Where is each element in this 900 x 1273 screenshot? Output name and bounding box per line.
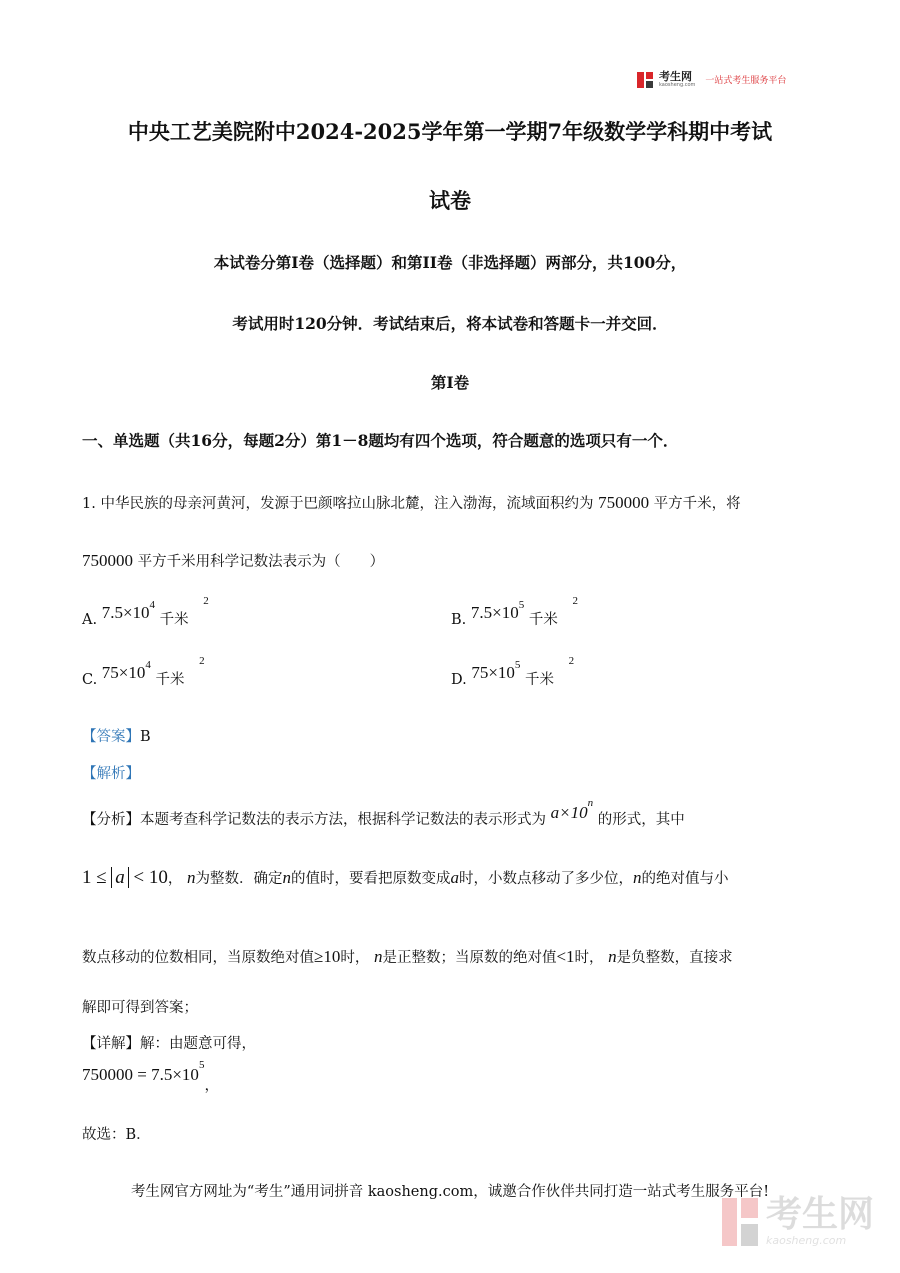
question-value-2: 750000 bbox=[82, 551, 133, 570]
answer-line bbox=[82, 725, 151, 746]
part-title: 第I卷 bbox=[430, 373, 470, 392]
option-exp: 4 bbox=[145, 659, 151, 672]
math-variable: a bbox=[450, 868, 459, 887]
option-unit: 千米 bbox=[528, 612, 558, 628]
section-title: 一、单选题（共16分，每题2分）第1－8题均有四个选项，符合题意的选项只有一个． bbox=[82, 431, 679, 450]
math-variable: n bbox=[373, 947, 383, 966]
option-b bbox=[451, 595, 578, 629]
option-label: D. bbox=[451, 672, 467, 688]
math-expression: <1 bbox=[556, 947, 575, 966]
analysis-text: ， bbox=[167, 871, 183, 887]
option-a bbox=[82, 595, 209, 629]
math-variable: n bbox=[282, 868, 291, 887]
answer-tag: 【答案】 bbox=[82, 729, 140, 745]
option-coef: 7.5×10 bbox=[470, 603, 519, 622]
option-coef: 7.5×10 bbox=[101, 603, 150, 622]
logo-domain: kaosheng.com bbox=[659, 82, 696, 88]
equation: 750000 = 7.5×10 bbox=[82, 1065, 199, 1084]
analysis-header bbox=[82, 762, 140, 783]
analysis-line3 bbox=[82, 946, 733, 967]
abs-value: a bbox=[111, 867, 129, 888]
analysis-tag: 【解析】 bbox=[82, 766, 140, 782]
analysis-text: 【分析】本题考查科学记数法的表示方法，根据科学记数法的表示形式为 bbox=[82, 812, 546, 828]
equation-line bbox=[82, 1059, 219, 1094]
answer-value: B bbox=[140, 729, 151, 745]
option-unit-exp: 2 bbox=[572, 595, 578, 608]
option-label: A. bbox=[82, 612, 98, 628]
math-expression: 1 ≤ bbox=[82, 867, 107, 888]
option-unit: 千米 bbox=[525, 672, 555, 688]
analysis-text: 时， bbox=[340, 950, 370, 966]
footer-text: 考生网官方网址为“考生”通用词拼音 kaosheng.com，诚邀合作伙伴共同打造一站式考生服务平台! bbox=[130, 1184, 770, 1200]
question-text: 中华民族的母亲河黄河，发源于巴颜喀拉山脉北麓，注入渤海，流域面积约为 bbox=[100, 496, 594, 512]
analysis-line1 bbox=[82, 797, 685, 829]
logo-icon bbox=[637, 72, 653, 88]
question-number: 1. bbox=[82, 496, 96, 512]
math-expression: ≥10 bbox=[314, 947, 341, 966]
option-exp: 5 bbox=[518, 599, 525, 612]
analysis-text: 数点移动的位数相同，当原数绝对值 bbox=[82, 950, 314, 966]
math-variable: n bbox=[608, 947, 617, 966]
question-text-2: 平方千米用科学记数法表示为（ ） bbox=[137, 554, 385, 570]
question-line1 bbox=[82, 492, 741, 513]
option-coef: 75×10 bbox=[471, 663, 515, 682]
option-unit-exp: 2 bbox=[203, 595, 209, 608]
question-value: 750000 bbox=[598, 493, 650, 512]
equation-exponent: 5 bbox=[198, 1059, 205, 1072]
header-logo bbox=[637, 71, 786, 88]
analysis-text: 为整数．确定 bbox=[195, 871, 283, 887]
analysis-text: 的绝对值与小 bbox=[641, 871, 729, 887]
analysis-text: 的形式，其中 bbox=[597, 812, 685, 828]
option-unit: 千米 bbox=[159, 612, 189, 628]
detail-line: 【详解】解：由题意可得， bbox=[82, 1036, 256, 1052]
logo-brand: 考生网 bbox=[659, 70, 692, 83]
analysis-text: 时，小数点移动了多少位， bbox=[458, 871, 633, 887]
math-expression: a×10 bbox=[550, 803, 588, 822]
intro-line1: 本试卷分第I卷（选择题）和第II卷（非选择题）两部分，共100分， bbox=[213, 253, 687, 272]
choice-line: 故选：B． bbox=[82, 1127, 151, 1143]
option-label: C. bbox=[82, 672, 98, 688]
option-unit-exp: 2 bbox=[568, 655, 575, 668]
logo-slogan: 一站式考生服务平台 bbox=[705, 76, 787, 86]
analysis-text: 是正整数；当原数的绝对值 bbox=[382, 950, 557, 966]
option-unit: 千米 bbox=[155, 672, 185, 688]
analysis-text: 时， bbox=[574, 950, 604, 966]
watermark-brand: 考生网 bbox=[765, 1194, 874, 1235]
option-label: B. bbox=[451, 612, 467, 628]
watermark-domain: kaosheng.com bbox=[765, 1234, 847, 1247]
math-exponent: n bbox=[587, 797, 594, 810]
option-unit-exp: 2 bbox=[199, 655, 205, 668]
equation-end: ， bbox=[204, 1078, 219, 1094]
math-variable: n bbox=[632, 868, 642, 887]
option-exp: 5 bbox=[514, 659, 521, 672]
intro-line2: 考试用时120分钟．考试结束后，将本试卷和答题卡一并交回． bbox=[232, 314, 668, 333]
option-c bbox=[82, 655, 205, 689]
document-title-line1: 中央工艺美院附中2024-2025学年第一学期7年级数学学科期中考试 bbox=[127, 119, 773, 144]
analysis-line2 bbox=[82, 867, 728, 889]
math-variable: n bbox=[186, 868, 196, 887]
question-text-end: 平方千米，将 bbox=[653, 496, 741, 512]
option-d bbox=[451, 655, 575, 689]
watermark-icon bbox=[722, 1198, 758, 1246]
analysis-text: 是负整数，直接求 bbox=[616, 950, 733, 966]
watermark-logo bbox=[722, 1194, 874, 1247]
math-expression: < 10 bbox=[133, 867, 168, 888]
option-coef: 75×10 bbox=[101, 663, 146, 682]
analysis-line4: 解即可得到答案； bbox=[82, 1000, 198, 1016]
analysis-text: 的值时，要看把原数变成 bbox=[290, 871, 451, 887]
question-line2 bbox=[82, 550, 384, 571]
document-title-line2: 试卷 bbox=[429, 188, 471, 213]
option-exp: 4 bbox=[149, 599, 156, 612]
